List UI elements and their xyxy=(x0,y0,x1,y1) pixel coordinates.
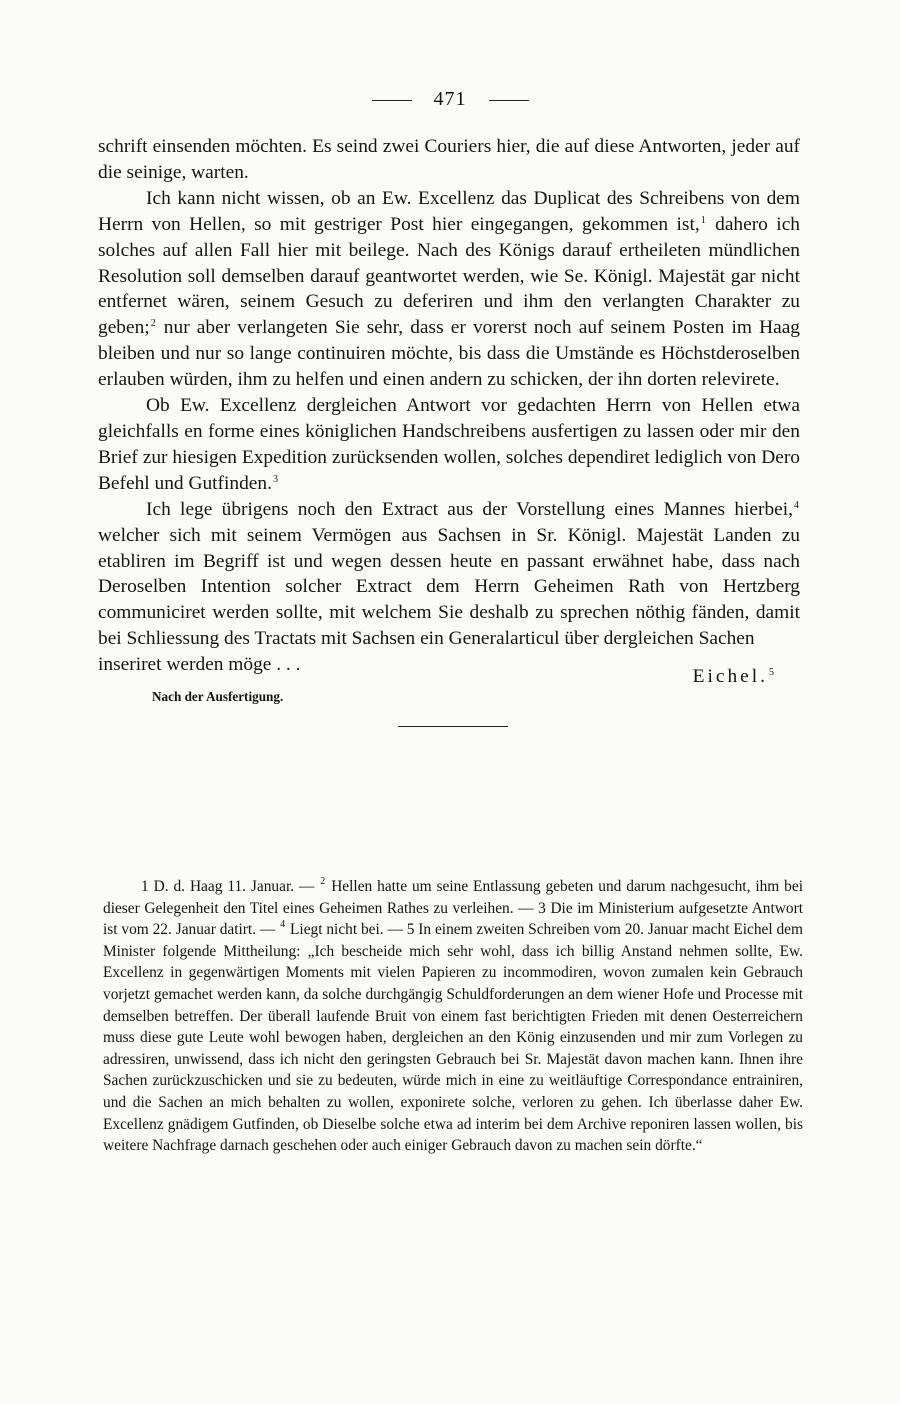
footnote-2-mark: 2 xyxy=(320,876,326,887)
footnote-3: Die im Ministerium aufgesetzte Antwort ist vom 22. Januar datirt. — xyxy=(103,899,803,939)
footnote-ref-3: 3 xyxy=(272,473,278,485)
paragraph-2-text-b: dahero ich solches auf allen Fall hier mit beilege. Nach des Königs darauf ertheileten mündlichen Resolution soll demselben darauf geantwortet werden, wie Se. Königl. Majestät gar nicht entfernet wären, seinem Gesuch zu deferiren und ihm den verlangten Charakter zu geben; xyxy=(98,213,800,339)
footnote-5-mark: 5 xyxy=(406,921,415,939)
signature-name: Eichel. xyxy=(692,666,768,688)
footnote-1-mark: 1 xyxy=(141,878,149,895)
footnote-3-mark: 3 xyxy=(538,899,546,917)
paragraph-1-text: schrift einsenden möchten. Es seind zwei Couriers hier, die auf diese Antworten, jeder auf die seinige, warten. xyxy=(98,136,800,183)
paragraph-2-text-c: nur aber verlangeten Sie sehr, dass er vorerst noch auf seinem Posten im Haag bleiben und nur so lange continuiren möchte, bis dass die Umstände es Höchstderoselben erlauben würden, ihm zu helfen und einen andern zu schicken, der ihn dorten relevirete. xyxy=(98,317,800,391)
closing-text: inseriret werden möge . . . xyxy=(98,654,301,676)
header-dash-right xyxy=(489,100,529,101)
paragraph-3 xyxy=(98,393,800,497)
paragraph-2-text-a: Ich kann nicht wissen, ob an Ew. Excellenz das Duplicat des Schreibens von dem Herrn von Hellen, so mit gestriger Post hier eingegangen, gekommen ist, xyxy=(98,187,800,235)
paragraph-3-text: Ob Ew. Excellenz dergleichen Antwort vor gedachten Herrn von Hellen etwa gleichfalls en forme eines königlichen Handschreibens ausfertigen zu lassen oder mir den Brief zur hiesigen Expedition zurücksenden wollen, solches dependiret lediglich von Dero Befehl und Gutfinden. xyxy=(98,395,800,494)
footnote-4: Liegt nicht bei. — xyxy=(286,921,407,939)
footnote-ref-1: 1 xyxy=(700,214,706,226)
header-dash-left xyxy=(372,100,412,101)
footnote-separator xyxy=(398,726,508,727)
footnote-2: Hellen hatte um seine Entlassung gebeten und darum nachgesucht, ihm bei dieser Gelegenheit den Titel eines Geheimen Rathes zu verleihen. — xyxy=(103,878,803,917)
signature xyxy=(693,664,778,690)
page-header xyxy=(0,88,900,111)
footnotes xyxy=(103,876,803,1157)
footnote-5: In einem zweiten Schreiben vom 20. Januar macht Eichel dem Minister folgende Mittheilung: „Ich bescheide mich sehr wohl, dass ich billig Anstand nehmen sollte, Ew. Excellenz in gegenwärtigen Moments mit vielen Papieren zu incommodiren, wovon zumalen kein Gebrauch vorjetzt gemachet werden kann, da solche durchgängig Schuldforderungen an dem wiener Hofe und Processe mit demselben betreffen. Der überall laufende Bruit von einem fast berichtigten Frieden mit denen Oesterreichern muss diese gute Leute wohl bewogen haben, dergleichen an den König einzusenden und mir zum Vorlegen zu adressiren, unwissend, dass ich nicht den geringsten Gebrauch bei Sr. Majestät davon machen kann. Ihnen ihre Sachen zurückzuschicken und sie zu bedeuten, würde mich in eine zu weitläuftige Correspondance entrainiren, und die Sachen an mich behalten zu wollen, exponirete solche, verloren zu gehen. Ich überlasse daher Ew. Excellenz gnädigem Gutfinden, ob Dieselbe solche etwa ad interim bei dem Archive reponiren lassen wollen, bis weitere Nachfrage darnach geschehen oder auch einiger Gebrauch davon zu machen sein dörfte.“ xyxy=(103,921,803,1155)
closing-line xyxy=(98,652,800,688)
footnote-ref-4: 4 xyxy=(794,499,799,511)
footnotes-paragraph xyxy=(103,876,803,1157)
paragraph-2 xyxy=(98,186,800,393)
paragraph-1 xyxy=(98,134,800,186)
footnote-ref-5: 5 xyxy=(769,667,777,679)
letter-body xyxy=(98,134,800,727)
paragraph-4 xyxy=(98,497,800,652)
footnote-1: D. d. Haag 11. Januar. — xyxy=(148,878,320,895)
footnote-4-mark: 4 xyxy=(280,919,286,931)
source-note: Nach der Ausfertigung. xyxy=(152,689,284,705)
page-number: 471 xyxy=(433,88,467,110)
paragraph-4-text-b: welcher sich mit seinem Vermögen aus Sachsen in Sr. Königl. Majestät Landen zu etabliren im Begriff ist und wegen dessen heute en passant erwähnet habe, dass nach Deroselben Intention solcher Extract dem Herrn Geheimen Rath von Hertzberg communiciret werden sollte, mit welchem Sie deshalb zu sprechen nöthig fänden, damit bei Schliessung des Tractats mit Sachsen ein Generalarticul über dergleichen Sachen xyxy=(98,524,800,650)
paragraph-4-text-a: Ich lege übrigens noch den Extract aus der Vorstellung eines Mannes hierbei, xyxy=(146,498,793,520)
footnote-ref-2: 2 xyxy=(150,318,156,330)
